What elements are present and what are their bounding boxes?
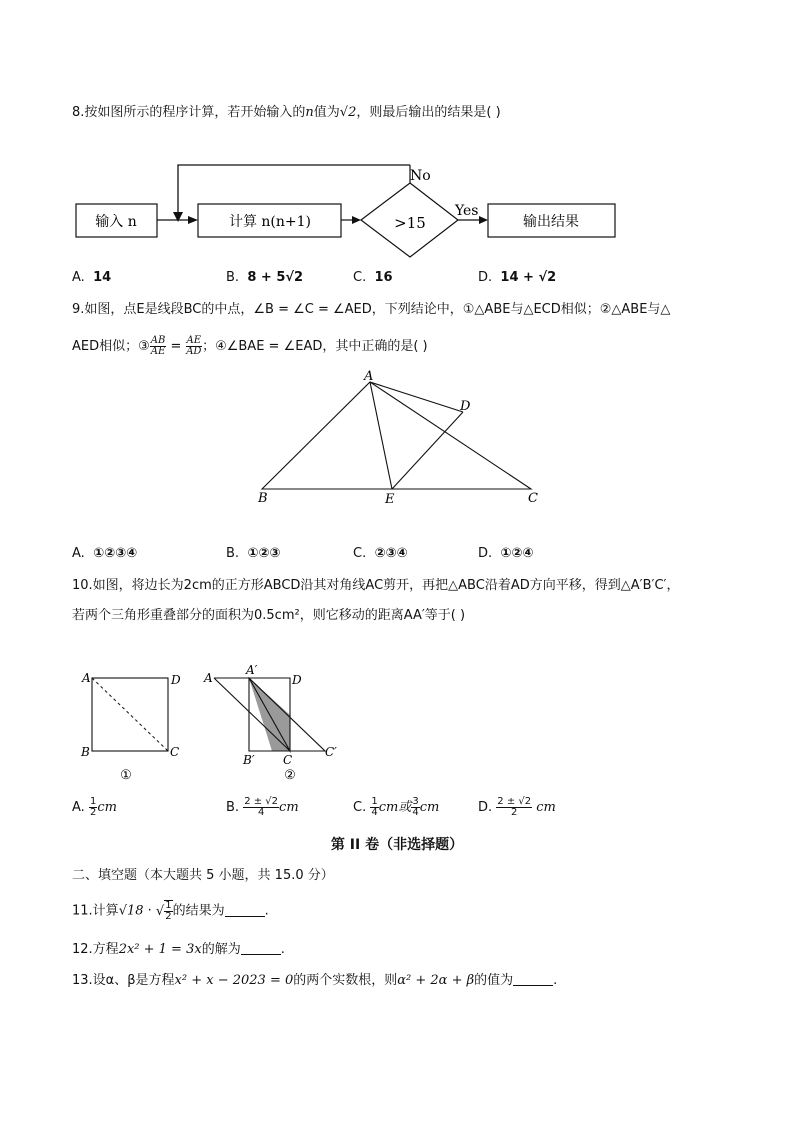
q13-expression: α² + 2α + β bbox=[397, 973, 475, 988]
q10-figure-1 bbox=[80, 671, 181, 783]
q9-segment-ad bbox=[370, 382, 463, 412]
q8-option-c[interactable]: C. 16 bbox=[353, 270, 393, 285]
q9-point-e: E bbox=[385, 492, 395, 507]
fig1-diagonal bbox=[92, 678, 168, 751]
q12-equation: 2x² + 1 = 3x bbox=[118, 942, 202, 957]
q9-point-c: C bbox=[528, 491, 538, 506]
q13-equation: x² + x − 2023 = 0 bbox=[174, 973, 294, 988]
q9-point-b: B bbox=[258, 491, 268, 506]
q12: 12.方程2x² + 1 = 3x的解为 . bbox=[72, 942, 285, 957]
flow-input-text: 输入 n bbox=[95, 214, 137, 230]
q9-option-d[interactable]: D. ①②④ bbox=[478, 546, 534, 561]
q13-answer-blank[interactable] bbox=[513, 971, 553, 986]
q8-value: √2 bbox=[339, 105, 357, 120]
fig1-square bbox=[92, 678, 168, 751]
q10-stem-line2: 若两个三角形重叠部分的面积为0.5cm²，则它移动的距离AA′等于( ) bbox=[72, 608, 466, 623]
q8-option-b[interactable]: B. 8 + 5√2 bbox=[226, 270, 304, 285]
q11-sqrt18: √18 bbox=[118, 903, 144, 919]
flow-arrowhead-1 bbox=[188, 216, 198, 224]
q9-stem-line1: 9.如图，点E是线段BC的中点，∠B = ∠C = ∠AED，下列结论中，①△ABE与△ECD相似；②△ABE与△ bbox=[72, 302, 671, 317]
q11-answer-blank[interactable] bbox=[225, 902, 265, 917]
fig2-point-d: D bbox=[292, 673, 302, 687]
q8-option-d[interactable]: D. 14 + √2 bbox=[478, 270, 557, 285]
fig1-point-b: B bbox=[81, 745, 90, 759]
q9-frac2: $\frac{AE}{AD}$ bbox=[186, 335, 202, 357]
flow-no-label: No bbox=[410, 168, 431, 184]
q10-figures bbox=[0, 660, 794, 785]
q8-stem: 8.按如图所示的程序计算，若开始输入的n值为√2，则最后输出的结果是( ) bbox=[72, 105, 501, 120]
flow-output-text: 输出结果 bbox=[523, 214, 579, 230]
flow-yes-label: Yes bbox=[455, 203, 479, 219]
section2-heading: 二、填空题（本大题共 5 小题，共 15.0 分） bbox=[72, 868, 334, 883]
q9-stem-line2: AED相似；③ $\frac{AB}{AE}$ = $\frac{AE}{AD}$ ；④∠BAE = ∠EAD，其中正确的是( ) bbox=[72, 335, 428, 357]
flow-compute-text: 计算 n(n+1) bbox=[228, 214, 312, 230]
q10-option-c[interactable]: C. $\frac{1}{4}$ cm或 $\frac{3}{4}$ cm bbox=[353, 796, 440, 818]
fig2-point-b1: B′ bbox=[243, 753, 255, 767]
fig1-point-d: D bbox=[171, 673, 181, 687]
flow-arrowhead-3 bbox=[479, 216, 488, 224]
q11: 11.计算√18 · √ $\frac{1}{2}$ 的结果为 . bbox=[72, 900, 269, 922]
q9-option-b[interactable]: B. ①②③ bbox=[226, 546, 281, 561]
q8-option-a[interactable]: A. 14 bbox=[72, 270, 112, 285]
q9-triangle-figure bbox=[0, 360, 794, 510]
fig2-caption: ② bbox=[284, 768, 296, 783]
flow-decision-text: >15 bbox=[394, 214, 426, 232]
fig2-point-c1: C′ bbox=[325, 745, 337, 759]
fig1-point-c: C bbox=[170, 745, 180, 759]
q9-triangle-abc bbox=[262, 382, 531, 489]
q8-flowchart bbox=[0, 150, 794, 260]
q9-option-c[interactable]: C. ②③④ bbox=[353, 546, 408, 561]
flow-arrowhead-2 bbox=[352, 216, 361, 224]
q10-option-d[interactable]: D. $\frac{2 \pm √2}{2}$ cm bbox=[478, 796, 556, 818]
q10-option-b[interactable]: B. $\frac{2 \pm √2}{4}$ cm bbox=[226, 796, 299, 818]
fig2-point-a1: A′ bbox=[246, 663, 258, 677]
q9-segment-ae bbox=[370, 382, 392, 489]
q11-radical: √ $\frac{1}{2}$ bbox=[155, 900, 172, 922]
q9-option-a[interactable]: A. ①②③④ bbox=[72, 546, 138, 561]
fig1-caption: ① bbox=[120, 768, 132, 783]
q9-frac1: $\frac{AB}{AE}$ bbox=[150, 335, 166, 357]
q8-var: n bbox=[305, 105, 314, 120]
q13: 13.设α、β是方程x² + x − 2023 = 0的两个实数根，则α² + 2α + β的值为 . bbox=[72, 973, 558, 988]
part2-title: 第 II 卷（非选择题） bbox=[330, 837, 464, 853]
q12-answer-blank[interactable] bbox=[241, 940, 281, 955]
q10-option-a[interactable]: A. $\frac{1}{2}$ cm bbox=[72, 796, 117, 818]
q9-point-d: D bbox=[460, 399, 471, 414]
fig1-point-a: A bbox=[82, 671, 91, 685]
q10-stem-line1: 10.如图，将边长为2cm的正方形ABCD沿其对角线AC剪开，再把△ABC沿着AD方向平移，得到△A′B′C′， bbox=[72, 578, 680, 593]
q9-segment-ed bbox=[392, 412, 463, 489]
q10-figure-2 bbox=[203, 663, 337, 783]
q9-point-a: A bbox=[364, 369, 374, 384]
fig2-point-a: A bbox=[204, 671, 213, 685]
fig2-point-c: C bbox=[283, 753, 293, 767]
